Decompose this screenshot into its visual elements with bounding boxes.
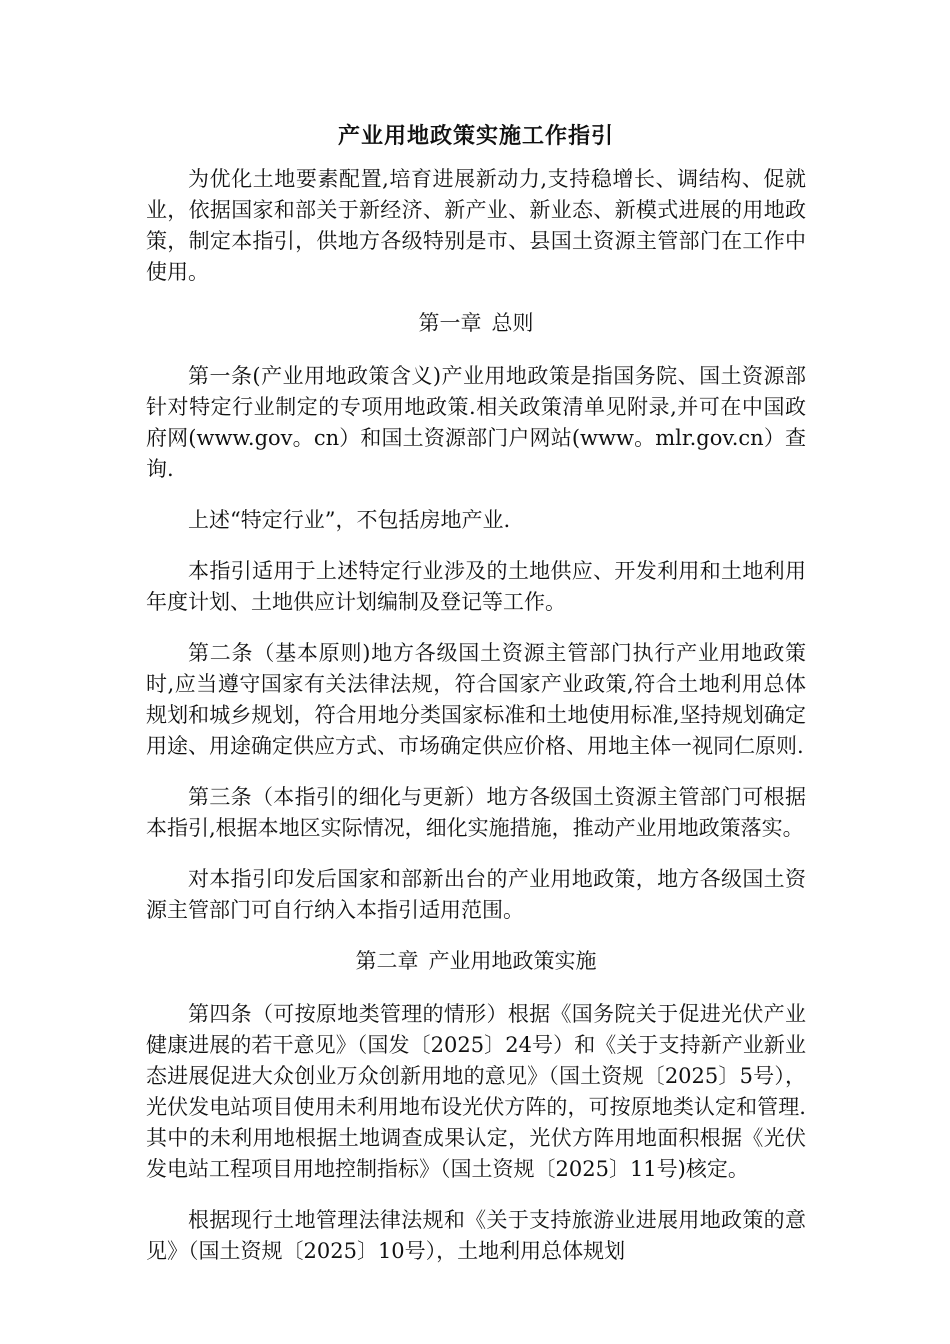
- article-2-paragraph: 第二条（基本原则)地方各级国土资源主管部门执行产业用地政策时,应当遵守国家有关法律法规，符合国家产业政策,符合土地利用总体规划和城乡规划，符合用地分类国家标准和土地使用标准,坚持规划确定用途、用途确定供应方式、市场确定供应价格、用地主体一视同仁原则.: [146, 641, 806, 758]
- document-title: 产业用地政策实施工作指引: [337, 123, 614, 149]
- article-1-note-paragraph: 上述“特定行业”，不包括房地产业.: [188, 508, 511, 532]
- intro-paragraph: 为优化土地要素配置,培育进展新动力,支持稳增长、调结构、促就业，依据国家和部关于新经济、新产业、新业态、新模式进展的用地政策，制定本指引，供地方各级特别是市、县国土资源主管部门在工作中使用。: [146, 167, 806, 284]
- chapter-name: 总则: [491, 311, 534, 335]
- article-3-update-paragraph: 对本指引印发后国家和部新出台的产业用地政策，地方各级国土资源主管部门可自行纳入本指引适用范围。: [146, 867, 806, 922]
- article-4-paragraph: 第四条（可按原地类管理的情形）根据《国务院关于促进光伏产业健康进展的若干意见》（国发〔2025〕24号）和《关于支持新产业新业态进展促进大众创业万众创新用地的意见》（国土资规〔2025〕5号），光伏发电站项目使用未利用地布设光伏方阵的，可按原地类认定和管理.其中的未利用地根据土地调查成果认定，光伏方阵用地面积根据《光伏发电站工程项目用地控制指标》（国土资规〔2025〕11号)核定。: [146, 1002, 806, 1181]
- document-page: [146, 118, 806, 1287]
- article-1-paragraph: 第一条(产业用地政策含义)产业用地政策是指国务院、国土资源部针对特定行业制定的专项用地政策.相关政策清单见附录,并可在中国政府网(www.gov。cn）和国土资源部门户网站(www。mlr.gov.cn）查询.: [146, 364, 806, 481]
- chapter-number: 第二章: [355, 949, 419, 973]
- chapter-heading-1: [146, 308, 806, 339]
- chapter-heading-2: [146, 946, 806, 977]
- article-1-scope-paragraph: 本指引适用于上述特定行业涉及的土地供应、开发利用和土地利用年度计划、土地供应计划编制及登记等工作。: [146, 559, 806, 614]
- chapter-name: 产业用地政策实施: [428, 949, 597, 973]
- article-4-tourism-paragraph: 根据现行土地管理法律法规和《关于支持旅游业进展用地政策的意见》（国土资规〔2025〕10号），土地利用总体规划: [146, 1208, 806, 1263]
- article-3-paragraph: 第三条（本指引的细化与更新）地方各级国土资源主管部门可根据本指引,根据本地区实际情况，细化实施措施，推动产业用地政策落实。: [146, 785, 806, 840]
- chapter-number: 第一章: [418, 311, 482, 335]
